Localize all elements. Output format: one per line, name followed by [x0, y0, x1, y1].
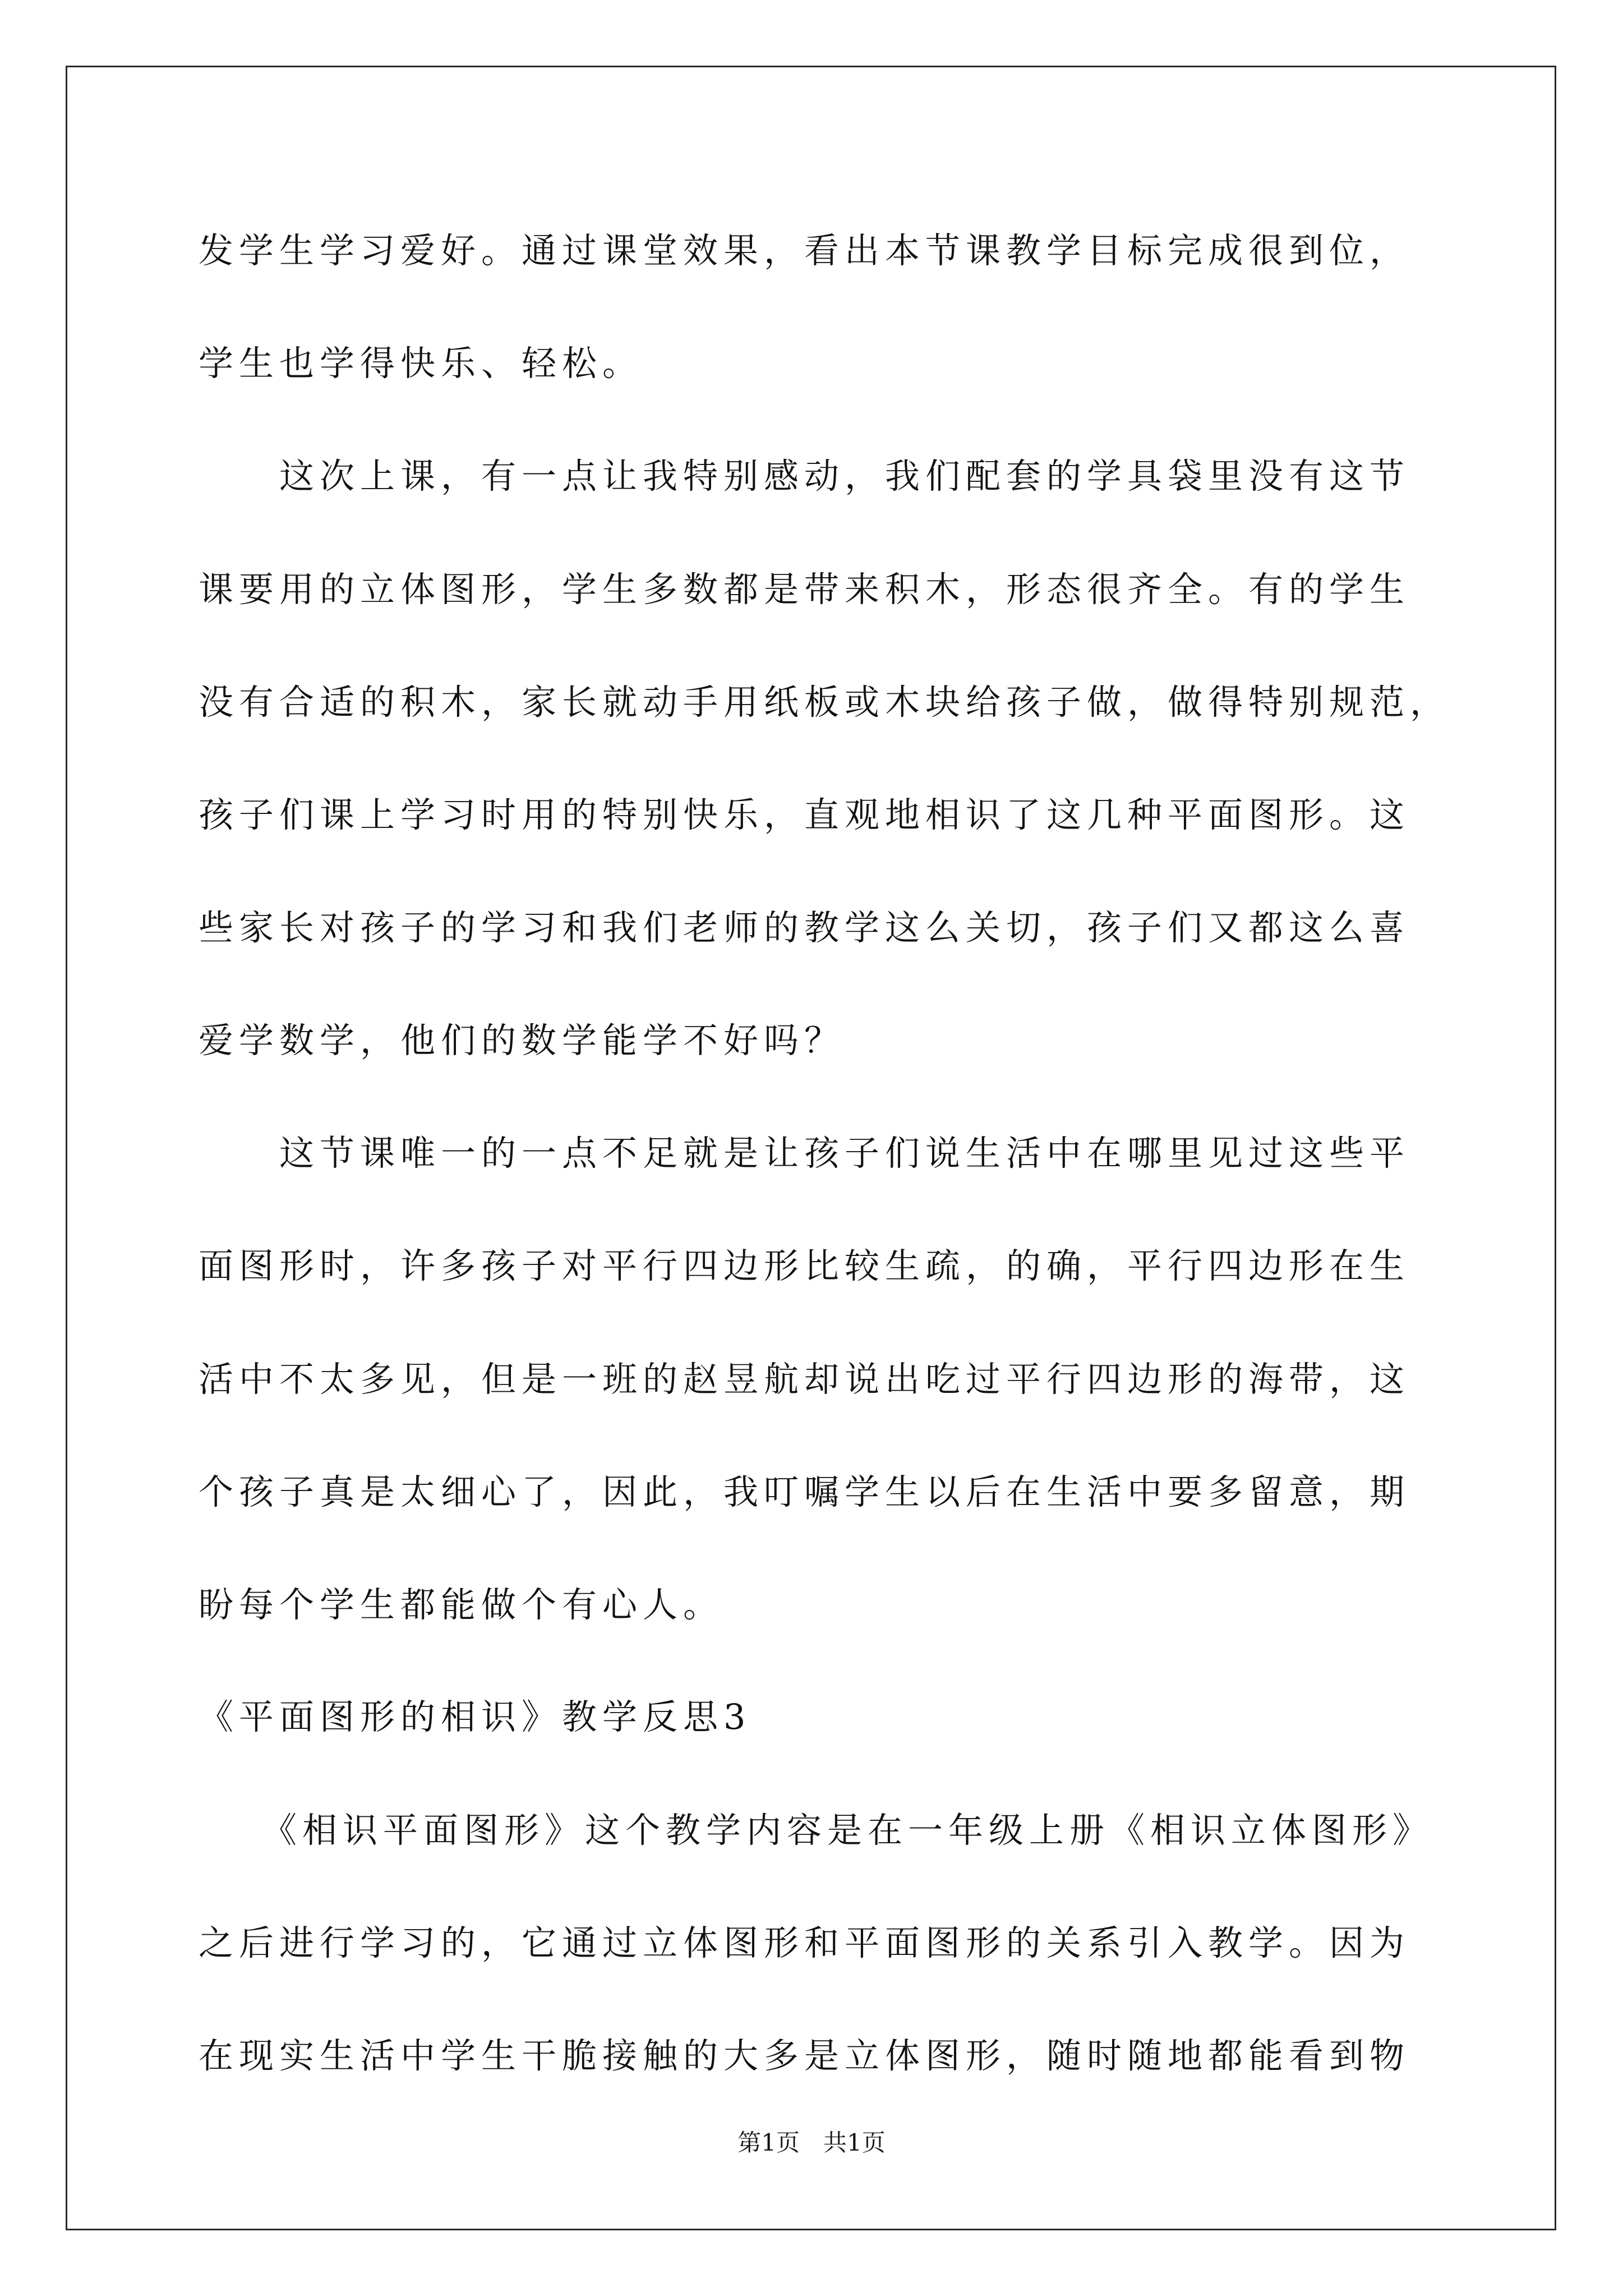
- text-line: 面图形时，许多孩子对平行四边形比较生疏，的确，平行四边形在生: [199, 1245, 1410, 1286]
- text-line: 在现实生活中学生干脆接触的大多是立体图形，随时随地都能看到物: [199, 2035, 1410, 2076]
- text-line: 发学生学习爱好。通过课堂效果，看出本节课教学目标完成很到位，: [199, 230, 1410, 271]
- text-line: 孩子们课上学习时用的特别快乐，直观地相识了这几种平面图形。这: [199, 794, 1410, 835]
- text-line: 没有合适的积木，家长就动手用纸板或木块给孩子做，做得特别规范，: [199, 682, 1451, 723]
- page-footer: 第1页 共1页: [737, 2129, 886, 2156]
- text-line: 这节课唯一的一点不足就是让孩子们说生活中在哪里见过这些平: [199, 1133, 1410, 1174]
- text-line: 盼每个学生都能做个有心人。: [199, 1584, 724, 1625]
- text-line: 学生也学得快乐、轻松。: [199, 343, 643, 384]
- text-line: 这次上课，有一点让我特别感动，我们配套的学具袋里没有这节: [199, 455, 1410, 496]
- text-line: 些家长对孩子的学习和我们老师的教学这么关切，孩子们又都这么喜: [199, 907, 1410, 948]
- text-line: 活中不太多见，但是一班的赵昱航却说出吃过平行四边形的海带，这: [199, 1359, 1410, 1400]
- text-line: 之后进行学习的，它通过立体图形和平面图形的关系引入教学。因为: [199, 1922, 1410, 1963]
- text-line: 个孩子真是太细心了，因此，我叮嘱学生以后在生活中要多留意，期: [199, 1471, 1410, 1512]
- text-line: 《相识平面图形》这个教学内容是在一年级上册《相识立体图形》: [199, 1810, 1433, 1851]
- text-line: 《平面图形的相识》教学反思3: [199, 1696, 751, 1737]
- text-line: 课要用的立体图形，学生多数都是带来积木，形态很齐全。有的学生: [199, 569, 1410, 610]
- text-line: 爱学数学，他们的数学能学不好吗？: [199, 1020, 845, 1061]
